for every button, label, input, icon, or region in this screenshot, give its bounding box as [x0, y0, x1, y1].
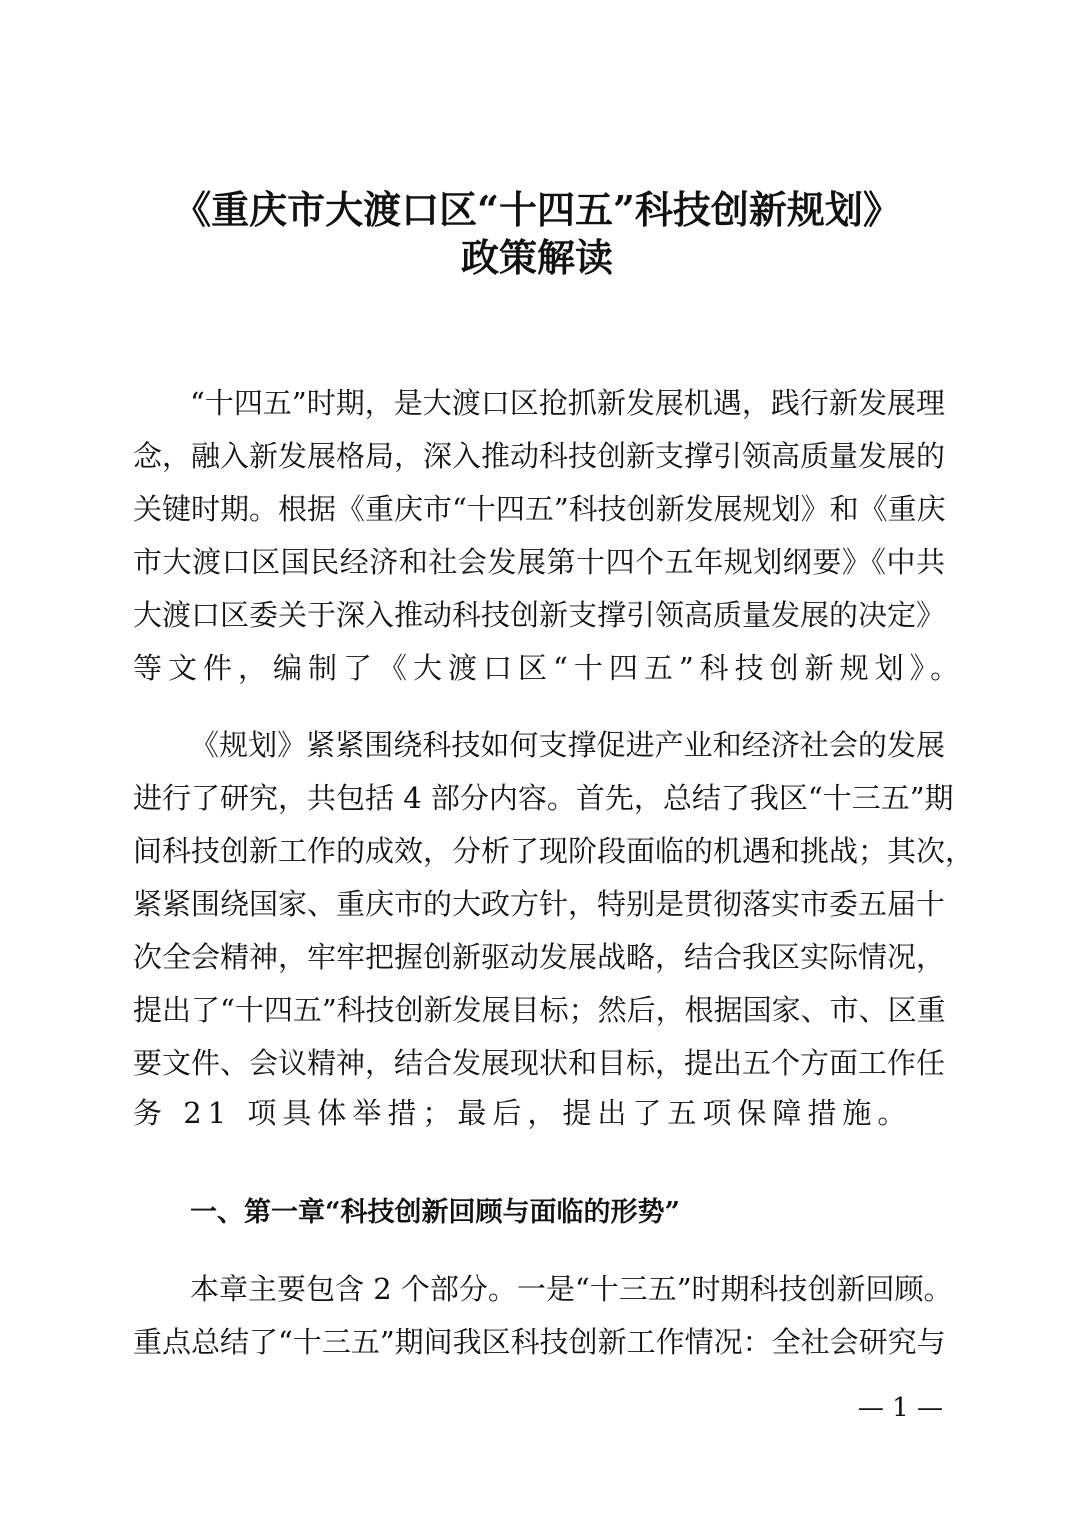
text-line: 要文件、会议精神，结合发展现状和目标，提出五个方面工作任	[133, 1046, 946, 1080]
text-line: 念，融入新发展格局，深入推动科技创新支撑引领高质量发展的	[133, 439, 946, 473]
document-title-line-2: 政策解读	[460, 235, 613, 280]
text-line: 重点总结了“十三五”期间我区科技创新工作情况：全社会研究与	[133, 1325, 946, 1359]
document-title-line-1: 《重庆市大渡口区“十四五”科技创新规划》	[173, 187, 901, 232]
text-line: “十四五”时期，是大渡口区抢抓新发展机遇，践行新发展理	[190, 386, 945, 420]
text-line: 大渡口区委关于深入推动科技创新支撑引领高质量发展的决定》	[133, 598, 946, 632]
text-line: 本章主要包含 2 个部分。一是“十三五”时期科技创新回顾。	[190, 1272, 953, 1306]
text-line: 进行了研究，共包括 4 部分内容。首先，总结了我区“十三五”期	[133, 781, 954, 815]
text-line: 市大渡口区国民经济和社会发展第十四个五年规划纲要》《中共	[133, 545, 945, 579]
section-heading: 一、第一章“科技创新回顾与面临的形势”	[190, 1197, 681, 1228]
text-line: 关键时期。根据《重庆市“十四五”科技创新发展规划》和《重庆	[133, 492, 946, 526]
text-line: 次全会精神，牢牢把握创新驱动发展战略，结合我区实际情况，	[133, 940, 946, 974]
text-line: 间科技创新工作的成效，分析了现阶段面临的机遇和挑战；其次，	[133, 834, 975, 868]
text-line: 提出了“十四五”科技创新发展目标；然后，根据国家、市、区重	[133, 993, 946, 1027]
text-line: 紧紧围绕国家、重庆市的大政方针，特别是贯彻落实市委五届十	[133, 887, 946, 921]
text-line: 等文件，编制了《大渡口区“十四五”科技创新规划》。	[133, 651, 966, 685]
text-line: 《规划》紧紧围绕科技如何支撑促进产业和经济社会的发展	[190, 728, 945, 762]
text-line: 务 21 项具体举措；最后，提出了五项保障措施。	[133, 1096, 913, 1130]
page-number: — 1 —	[857, 1393, 943, 1423]
